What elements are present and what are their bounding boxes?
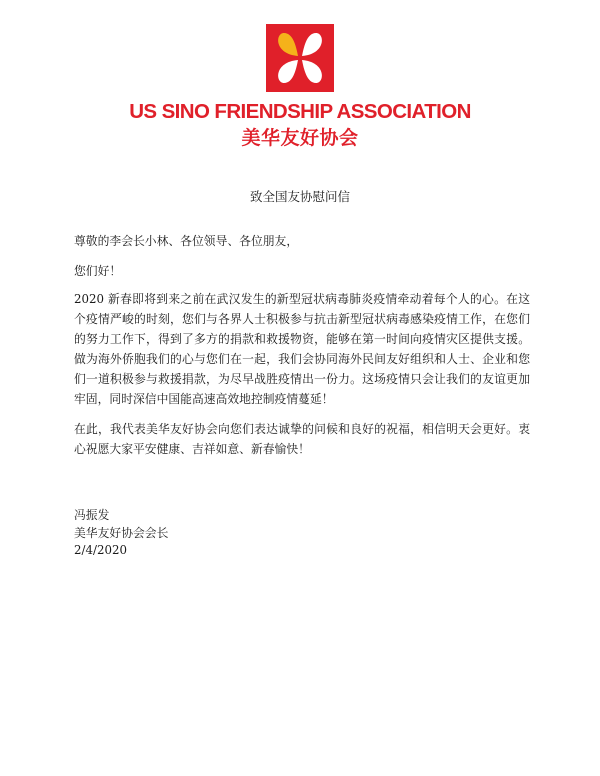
signature-date: 2/4/2020 xyxy=(74,543,127,557)
signature-name: 冯振发 xyxy=(74,508,110,522)
letter-paragraph: 2020 新春即将到来之前在武汉发生的新型冠状病毒肺炎疫情牵动着每个人的心。在这个疫情严峻的时刻，您们与各界人士积极参与抗击新型冠状病毒感染疫情工作，在您们的努力工作下，得到了多方的捐款和救援物资，能够在第一时间向疫情灾区提供支援。做为海外侨胞我们的心与您们在一起，我们会协同海外民间友好组织和人士、企业和您们一道积极参与救援捐款，为尽早战胜疫情出一份力。这场疫情只会让我们的友谊更加牢固，同时深信中国能高速高效地控制疫情蔓延！ xyxy=(74,292,530,406)
org-name-english: US SINO FRIENDSHIP ASSOCIATION xyxy=(129,100,471,123)
flower-logo-icon xyxy=(266,24,334,92)
org-name-chinese: 美华友好协会 xyxy=(241,127,359,149)
letter-title: 致全国友协慰问信 xyxy=(249,189,350,204)
signature-title: 美华友好协会会长 xyxy=(74,526,169,540)
letter-salutation: 尊敬的李会长小林、各位领导、各位朋友， xyxy=(74,234,299,248)
letter-greeting: 您们好！ xyxy=(74,264,122,278)
letter-paragraph: 在此，我代表美华友好协会向您们表达诚挚的问候和良好的祝福，相信明天会更好。衷心祝愿大家平安健康、吉祥如意、新春愉快！ xyxy=(74,422,530,456)
